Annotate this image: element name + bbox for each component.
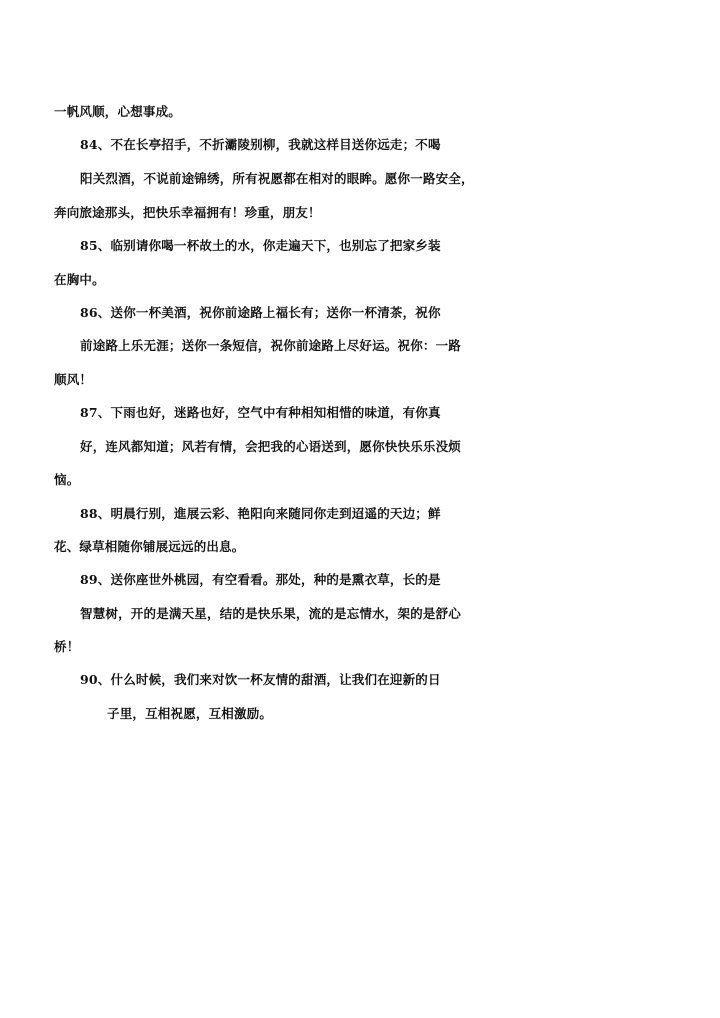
text-line: 阳关烈酒，不说前途锦绣，所有祝愿都在相对的眼眸。愿你一路安全， (80, 171, 474, 186)
text-line: 89、送你座世外桃园，有空看看。那处，种的是熏衣草，长的是 (80, 572, 441, 587)
text-line: 好，连风都知道；风若有情，会把我的心语送到，愿你快快乐乐没烦 (80, 439, 462, 454)
text-line: 86、送你一杯美酒，祝你前途路上福长有；送你一杯清茶，祝你 (80, 305, 441, 320)
text-line: 顺风！ (54, 372, 93, 387)
text-line: 一帆风顺，心想事成。 (54, 104, 182, 119)
text-line: 87、下雨也好，迷路也好，空气中有种相知相惜的味道，有你真 (80, 405, 441, 420)
text-line: 子里，互相祝愿，互相激励。 (107, 706, 273, 721)
text-line: 花、绿草相随你铺展远远的出息。 (54, 539, 245, 554)
text-line: 智慧树，开的是满天星，结的是快乐果，流的是忘情水，架的是舒心 (80, 606, 462, 621)
text-line: 桥！ (54, 639, 80, 654)
text-line: 88、明晨行别，進展云彩、艳阳向来随同你走到迢遥的天边；鲜 (80, 506, 441, 521)
text-line: 奔向旅途那头，把快乐幸福拥有！珍重，朋友！ (54, 205, 321, 220)
text-line: 85、临别请你喝一杯故土的水，你走遍天下，也别忘了把家乡装 (80, 238, 441, 253)
text-line: 在胸中。 (54, 272, 105, 287)
text-line: 90、什么时候，我们来对饮一杯友情的甜酒，让我们在迎新的日 (80, 672, 441, 687)
text-line: 恼。 (54, 472, 80, 487)
text-line: 84、不在长亭招手，不折灞陵别柳，我就这样目送你远走；不喝 (80, 137, 441, 152)
text-line: 前途路上乐无涯；送你一条短信，祝你前途路上尽好运。祝你：一路 (80, 338, 462, 353)
